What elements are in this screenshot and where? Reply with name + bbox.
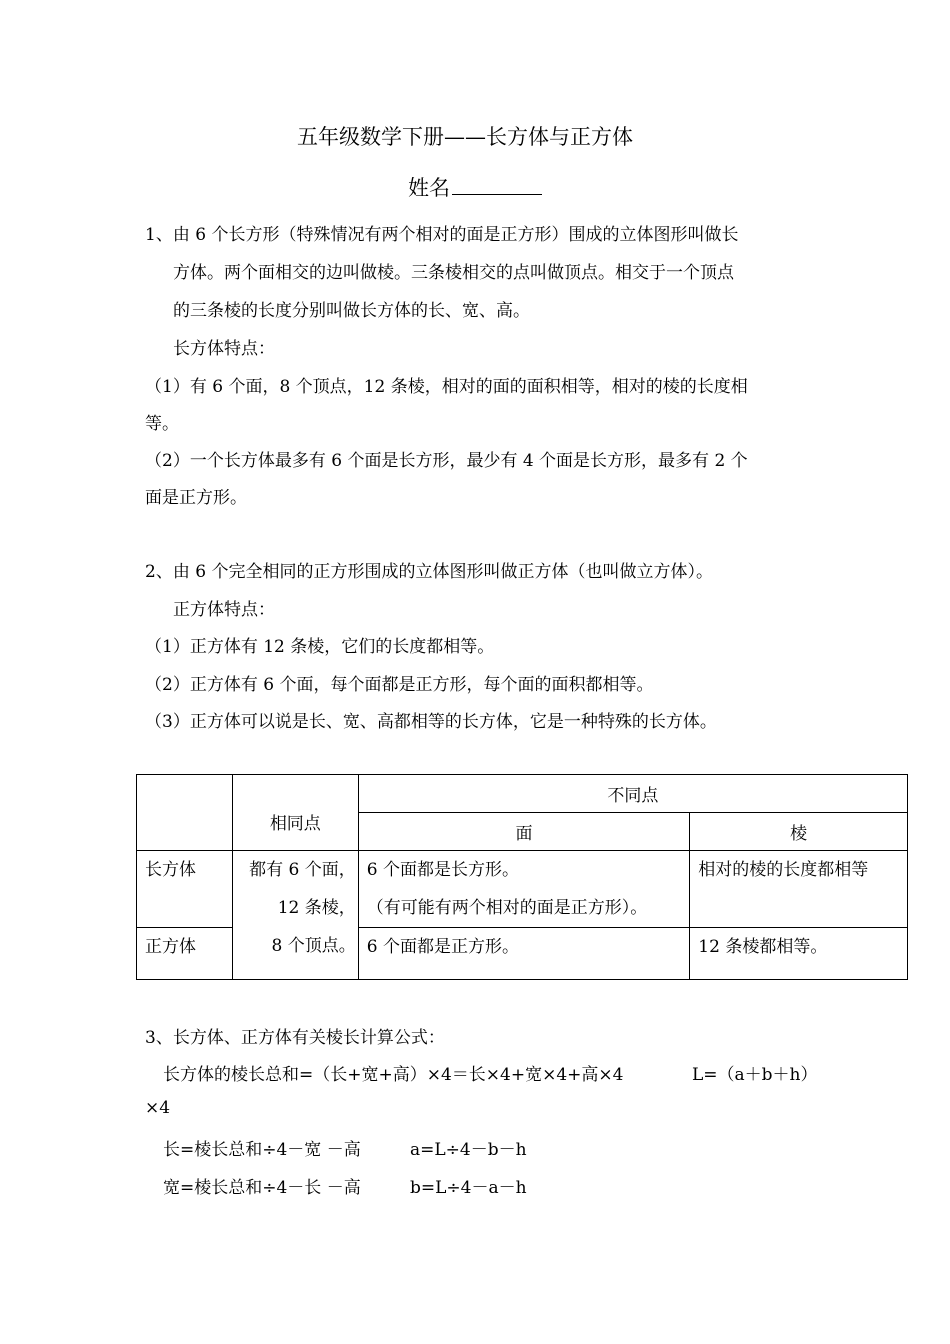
- header-same: 相同点: [232, 775, 358, 851]
- formula-length-symbol: a=L÷4－b－h: [410, 1140, 527, 1160]
- cube-features-heading: 正方体特点：: [173, 600, 275, 620]
- formula-perimeter-tail: ×4: [145, 1098, 171, 1118]
- row-name-cuboid: 长方体: [137, 851, 233, 928]
- cuboid-feature-2-cont: 面是正方形。: [145, 488, 247, 508]
- section1-line-1: 1、由 6 个长方形（特殊情况有两个相对的面是正方形）围成的立体图形叫做长: [145, 225, 739, 245]
- comparison-table: [136, 774, 908, 980]
- same-line-1: 都有 6 个面，: [249, 860, 356, 880]
- page-title: 五年级数学下册——长方体与正方体: [297, 125, 633, 149]
- section2-line: 2、由 6 个完全相同的正方形围成的立体图形叫做正方体（也叫做立方体）。: [145, 562, 713, 582]
- section3-title: 3、长方体、正方体有关棱长计算公式：: [145, 1028, 445, 1048]
- formula-perimeter-symbol: L=（a＋b＋h）: [692, 1065, 818, 1085]
- edge-cuboid: 相对的棱的长度都相等: [690, 851, 908, 928]
- header-diff: 不同点: [358, 775, 907, 813]
- same-line-2: 12 条棱，: [277, 898, 356, 918]
- section1-line-2: 方体。两个面相交的边叫做棱。三条棱相交的点叫做顶点。相交于一个顶点: [173, 263, 734, 283]
- header-edge: 棱: [690, 813, 908, 851]
- name-field: [408, 172, 542, 202]
- formula-length: 长=棱长总和÷4－宽 －高: [163, 1140, 361, 1160]
- formula-perimeter: 长方体的棱长总和=（长+宽+高）×4＝长×4+宽×4+高×4: [163, 1065, 624, 1085]
- face-cuboid: 6 个面都是长方形。 （有可能有两个相对的面是正方形）。: [358, 851, 690, 928]
- cube-feature-2: （2）正方体有 6 个面，每个面都是正方形，每个面的面积都相等。: [145, 675, 654, 695]
- row-name-cube: 正方体: [137, 928, 233, 980]
- same-points-cell: [232, 851, 358, 980]
- section1-line-3: 的三条棱的长度分别叫做长方体的长、宽、高。: [173, 301, 530, 321]
- name-label: 姓名: [408, 176, 450, 200]
- formula-width: 宽=棱长总和÷4－长 －高: [163, 1178, 361, 1198]
- header-face: 面: [358, 813, 690, 851]
- cuboid-feature-1-cont: 等。: [145, 414, 179, 434]
- cube-feature-1: （1）正方体有 12 条棱，它们的长度都相等。: [145, 637, 495, 657]
- edge-cube: 12 条棱都相等。: [690, 928, 908, 980]
- cuboid-feature-1: （1）有 6 个面，8 个顶点，12 条棱，相对的面的面积相等，相对的棱的长度相: [145, 377, 748, 397]
- cube-feature-3: （3）正方体可以说是长、宽、高都相等的长方体，它是一种特殊的长方体。: [145, 712, 717, 732]
- same-line-3: 8 个顶点。: [271, 936, 356, 956]
- face-cube: 6 个面都是正方形。: [358, 928, 690, 980]
- cuboid-features-heading: 长方体特点：: [173, 339, 275, 359]
- cuboid-feature-2: （2）一个长方体最多有 6 个面是长方形，最少有 4 个面是长方形，最多有 2 个: [145, 451, 748, 471]
- name-blank-line: [452, 175, 542, 195]
- table-row: [137, 851, 908, 928]
- formula-width-symbol: b=L÷4－a－h: [410, 1178, 527, 1198]
- table-corner-cell: [137, 775, 233, 851]
